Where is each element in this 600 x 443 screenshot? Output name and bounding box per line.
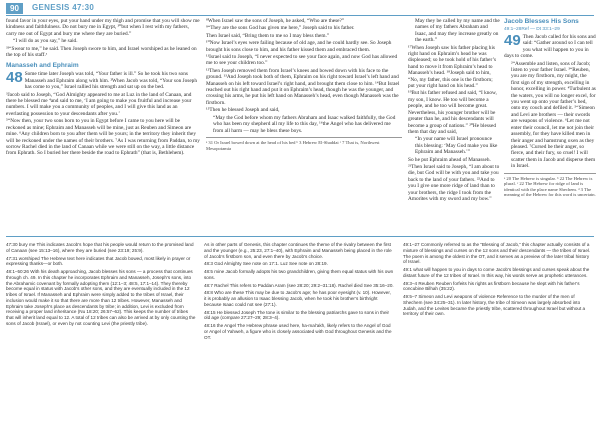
- section-cross-reference: 49:1–28Ref — Dt 33:1–29: [504, 27, 560, 32]
- study-note: 48:8 Who are these This may be due to Jacob’s age; he has poor eyesight (v. 10). However, it is probably an allusion to Isaac blessing Jacob, when he took his brother’s birthright because Isaac could not see (27:1).: [204, 290, 391, 307]
- study-note: 49:3–4 Reuben Reuben forfeits his rights as firstborn because he slept with his father’s concubine Bilhah (35:22).: [403, 280, 580, 292]
- poetry-block: May they be called by my name and the names of my fathers Abraham and Isaac, and may they increase greatly on the earth.”: [415, 18, 500, 44]
- study-notes: [6, 236, 594, 439]
- chapter-opening: [6, 71, 200, 90]
- running-header: [6, 3, 594, 16]
- study-note: 48:15 He blessed Joseph The tone is similar to the blessing patriarchs gave to sons in their old age (compare 27:27–29; 28:3–4).: [204, 309, 390, 321]
- footnotes: ᵃ 20 The Hebrew is singular. ᵇ 22 The Hebrew is plural. ᶜ 22 The Hebrew for ridge of land is identical with the place name Shechem. ᵈ 3 The meaning of the Hebrew for this word is uncertain.: [504, 173, 596, 198]
- chapter-number: 48: [6, 69, 23, 87]
- verse-paragraph: So he put Ephraim ahead of Manasseh.: [408, 156, 491, 163]
- verse-paragraph: ⁵“Now then, your two sons born to you in Egypt before I came to you here will be reckoned as mine; Ephraim and Manasseh will be mine, just as Reuben and Simeon are mine. ⁶Any children born to you after them will be yours; in the territory they inherit they will be reckoned under the names of their brothers. ⁷As I was returning from Paddan, to my sorrow Rachel died in the land of Canaan while we were still on the way, a little distance from Ephrath. So I buried her there beside the road to Ephrath” (that is, Bethlehem).: [6, 118, 200, 157]
- running-head-title: GENESIS 47:30: [32, 3, 95, 12]
- study-note: 47:31 worshiped The Hebrew text here indicates that Jacob bowed, most likely in prayer or expressing thanks—or both.: [6, 255, 191, 267]
- verse-paragraph: ³Jacob said to Joseph, “God Almighty appeared to me at Luz in the land of Canaan, and there he blessed me ⁴and said to me, ‘I am going to make you fruitful and increase your numbers. I will make you a community of peoples, and I will give this land as an everlasting possession to your descendants after you.’: [6, 91, 192, 117]
- verse-paragraph: ²¹Then Israel said to Joseph, “I am about to die, but God will be with you and take you back to the land of your fathers. ²²And to you I give one more ridge of land than to your brothers, the ridge I took from the Amorites with my sword and my bow.”: [408, 163, 500, 202]
- poetry-block: “May the God before whom my fathers Abraham and Isaac walked faithfully, the God who has been my shepherd all my life to this day, ¹⁶the Angel who has delivered me from all harm — may he bless these boys.: [213, 114, 396, 134]
- notes-column-2: [204, 242, 394, 342]
- section-title: Jacob Blesses His Sons: [504, 18, 579, 25]
- verse-text: Then Jacob called for his sons and said: “Gather around so I can tell you what will happen to you in days to come.: [504, 34, 596, 60]
- chapter-opening: [504, 34, 596, 60]
- study-note: 47:30 bury me This indicates Jacob’s hope that his people would return to the promised land of Canaan (see 15:13–16), where they are buried (see 23:19; 25:9).: [6, 242, 194, 253]
- study-note: 48:16 the Angel The Hebrew phrase used here, ha-mal’akh, likely refers to the Angel of God or Angel of Yahweh, a figure who is closely associated with God throughout Genesis and the OT.: [204, 323, 392, 340]
- text-subcolumn-a: [408, 18, 500, 203]
- header-rule: [6, 15, 594, 16]
- text-column-1: [6, 18, 200, 158]
- verse-paragraph: ¹¹Israel said to Joseph, “I never expected to see your face again, and now God has allowed me to see your children too.”: [206, 54, 398, 67]
- study-note: 49:1–27 Commonly referred to as the “Blessing of Jacob,” this chapter actually consists of a mixture of blessings and curses on the 12 sons and their descendants — the tribes of Israel. The poem is among the oldest in the OT, and it serves as a preview of the later tribal history of Israel.: [403, 242, 591, 265]
- verse-paragraph: ⁸When Israel saw the sons of Joseph, he asked, “Who are these?”: [206, 18, 345, 24]
- verse-paragraph: ³¹“Swear to me,” he said. Then Joseph swore to him, and Israel worshiped as he leaned on the top of his staff.ᵃ: [6, 45, 197, 59]
- notes-column-1: [6, 242, 196, 329]
- poetry-block: ²“Assemble and listen, sons of Jacob; listen to your father Israel. ³“Reuben, you are my firstborn, my might, the first sign of my strength, excelling in honor, excelling in power. ⁴Turbulent as the waters, you will no longer excel, for you went up onto your father’s bed, onto my couch and defiled it. ⁵“Simeon and Levi are brothers — their swords are weapons of violence. ⁶Let me not enter their council, let me not join their assembly, for they have killed men in their anger and hamstrung oxen as they pleased. ⁷Cursed be their anger, so fierce, and their fury, so cruel! I will scatter them in Jacob and disperse them in Israel.: [511, 60, 596, 170]
- study-note: 48:3 God Almighty See note on 17:1. Luz See note on 28:19.: [204, 261, 328, 267]
- verse-paragraph: “I will do as you say,” he said.: [13, 38, 78, 45]
- section-title: Manasseh and Ephraim: [6, 62, 79, 70]
- verse-paragraph: ¹⁰Now Israel’s eyes were failing because of old age, and he could hardly see. So Joseph brought his sons close to him, and his father kissed them and embraced them.: [206, 40, 392, 53]
- poetry-block: “In your name will Israel pronounce this blessing: ‘May God make you like Ephraim and Manasseh.’”: [415, 136, 498, 156]
- study-note: 48:7 Rachel This refers to Paddan Aram (see 28:20; 29:2–31:18). Rachel died See 35:16–20.: [204, 282, 394, 288]
- study-note: 48:1–50:26 With his death approaching, Jacob blesses his sons — a process that continues through ch. 49. In this chapter he incorporates Ephraim and Manasseh, Joseph’s sons, into the Abrahamic covenant by formally adopting them (12:1–3; 48:5, 17:1–14). They thereby become equal in status with Jacob’s other sons, and they are eventually included in the 12 tribes of Israel. If Manasseh and Ephraim were simply added to the tribes of Israel, their inclusion would make it so that there are more than 12 tribes. However, Manasseh and Ephraim take Joseph’s place as descendants by tribe; in addition, Levi is excluded from receiving a proper land inheritance (Nu 18:20; 26:57–62). This keeps the number of tribes that will inherit land equal to 12. A total of 12 tribes can also be arrived at by only counting the sons of Jacob (Israel), or even by not counting Levi (the priestly tribe).: [6, 269, 196, 326]
- study-note: 48:5 mine Jacob formally adopts his two grandchildren, giving them equal status with his own sons.: [204, 269, 394, 280]
- verse-paragraph: ¹⁵Then he blessed Joseph and said,: [206, 107, 280, 114]
- page-number: 90: [6, 3, 23, 14]
- text-column-2: [206, 18, 402, 151]
- verse-text: Some time later Joseph was told, “Your father is ill.” So he took his two sons Manasseh and Ephraim along with him. ²When Jacob was told, “Your son Joseph has come to you,” Israel rallied his strength and sat up on the bed.: [24, 71, 197, 91]
- study-note: 49:5–7 Simeon and Levi weapons of violence Reference to the murder of the men of Shechem (see 34:25–31). In later history, the tribe of Simeon was largely absorbed into Judah, and the Levites became the priestly tribe, scattered throughout Israel but without a territory of their own.: [403, 294, 586, 317]
- verse-paragraph: ¹⁷When Joseph saw his father placing his right hand on Ephraim’s head he was displeased; so he took hold of his father’s hand to move it from Ephraim’s head to Manasseh’s head. ¹⁸Joseph said to him, “No, my father, this one is the firstborn; put your right hand on his head.”: [408, 44, 497, 90]
- study-note: As in other parts of Genesis, this chapter continues the theme of the rivalry between the first and the younger (e.g., 25:23, 27:1–40), with Ephraim and Manasseh being placed in the role of Jacob’s firstborn son, and even there by Jacob’s choice.: [204, 242, 392, 259]
- verse-paragraph: ⁹“They are the sons God has given me here,” Joseph said to his father.: [206, 25, 355, 32]
- study-note: 49:1 what will happen to you in days to come Jacob’s blessings and curses speak about the distant future of the 12 tribes of Israel. In this way, his words serve as prophetic utterances.: [403, 267, 590, 278]
- verse-paragraph: ¹²Then Joseph removed them from Israel’s knees and bowed down with his face to the ground. ¹³And Joseph took both of them, Ephraim on his right toward Israel’s left hand and Manasseh on his left toward Israel’s right hand, and brought them close to him. ¹⁴But Israel reached out his right hand and put it on Ephraim’s head, though he was the younger, and crossing his arms, he put his left hand on Manasseh’s head, even though Manasseh was the firstborn.: [206, 67, 400, 106]
- notes-column-3: [403, 242, 594, 319]
- chapter-number: 49: [504, 32, 521, 49]
- verse-paragraph: Then Israel said, “Bring them to me so I may bless them.”: [206, 32, 330, 39]
- verse-paragraph: ¹⁹But his father refused and said, “I know, my son, I know. He too will become a people, and he too will become great. Nevertheless, his younger brother will be greater than he, and his descendants will become a group of nations.” ²⁰He blessed them that day and said,: [408, 90, 497, 135]
- footnotes: ᵃ 31 Or Israel bowed down at the head of his bed ᵇ 3 Hebrew El-Shaddai ᶜ 7 That is, Northwest Mesopotamia: [206, 137, 402, 151]
- verse-paragraph: found favor in your eyes, put your hand under my thigh and promise that you will show me kindness and faithfulness. Do not bury me in Egypt, ³⁰but when I rest with my fathers, carry me out of Egypt and bury me where they are buried.”: [6, 18, 200, 37]
- text-subcolumn-b: [504, 18, 596, 198]
